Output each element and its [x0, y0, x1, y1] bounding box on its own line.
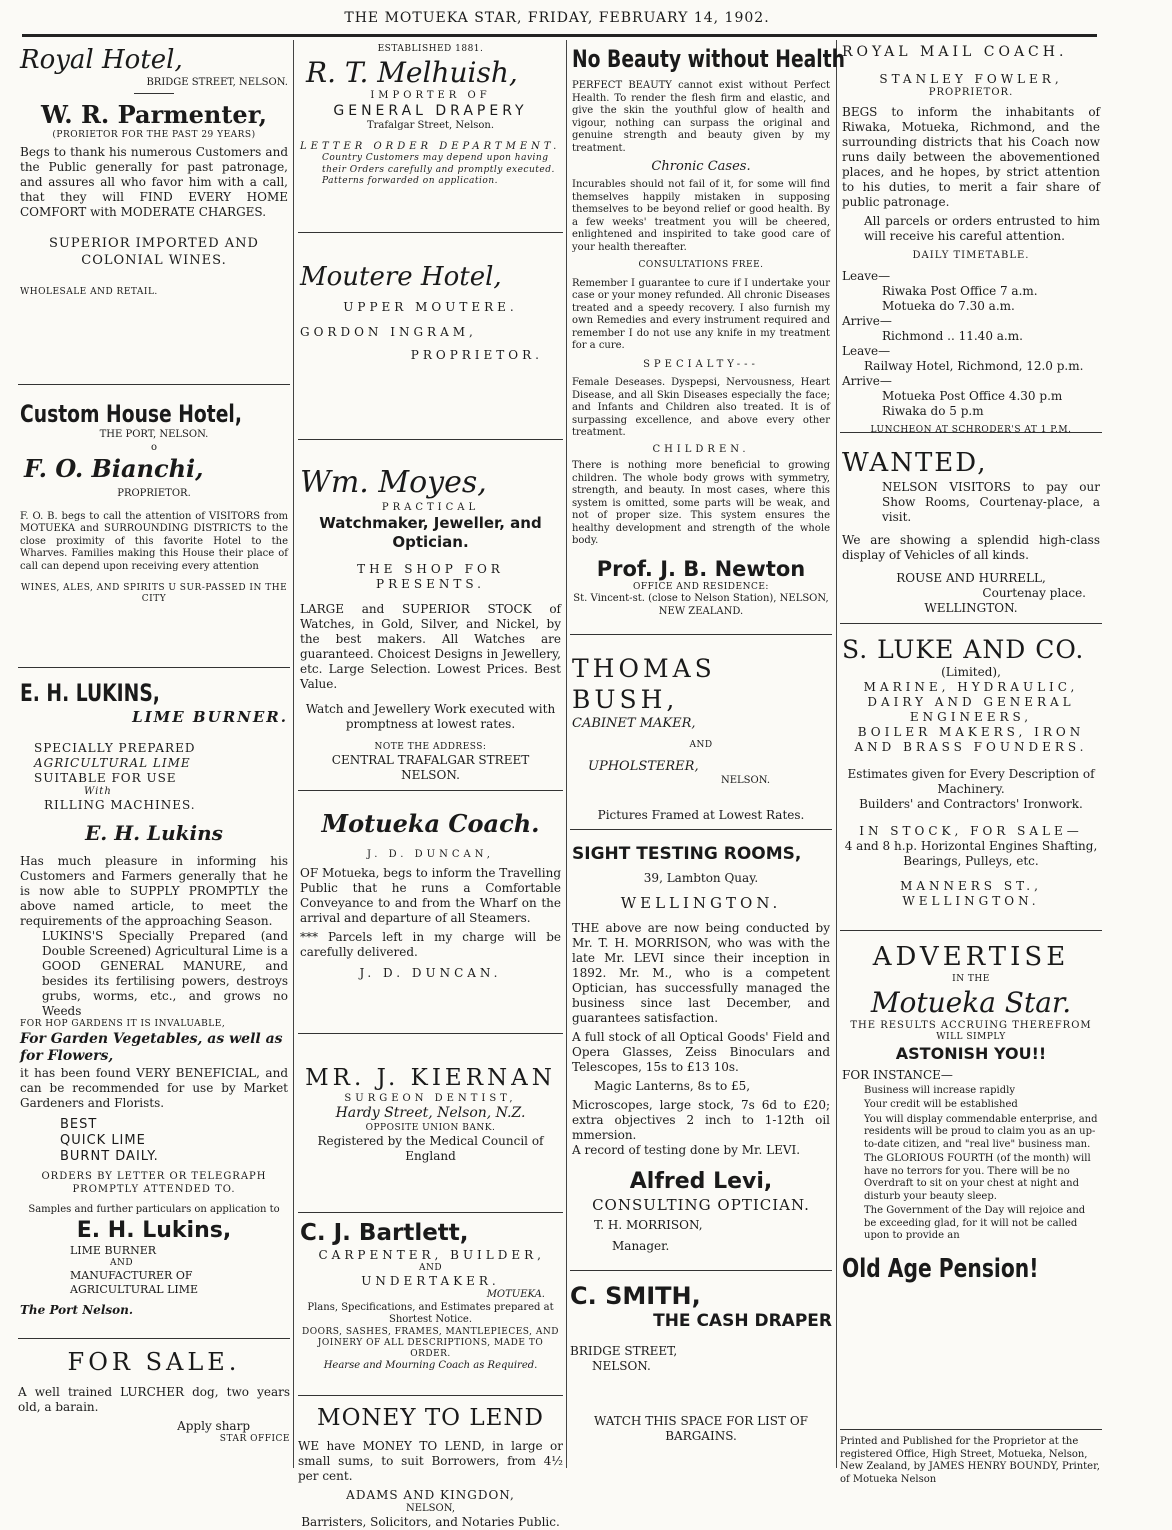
ad-in: IN THE — [952, 973, 990, 984]
ad-role: PROPRIETOR. — [928, 86, 1014, 98]
ad-stock: A full stock of all Optical Goods' Field and Opera Glasses, Zeiss Binoculars and Telescopes, 15s to £13 10s. — [572, 1030, 830, 1074]
ad-roles: Barristers, Solicitors, and Notaries Public. — [301, 1515, 560, 1530]
ad-title: MONEY TO LEND — [317, 1405, 544, 1431]
ad-body: WE have MONEY TO LEND, in large or small sums, to suit Borrowers, from 4½ per cent. — [298, 1438, 563, 1483]
ad-instance: FOR INSTANCE— — [842, 1067, 953, 1082]
ad-body: Remember I guarantee to cure if I undertake your case or your money refunded. All chronic Diseases treated and a speedy recovery. I also furnish my own Remedies and every instrument required and remember I do not use any knife in my treatment for a cure. — [572, 277, 830, 351]
ad-address: BRIDGE STREET, NELSON. — [146, 76, 288, 88]
ad-paper: Motueka Star. — [870, 985, 1072, 1019]
ad-parcels: *** Parcels left in my charge will be carefully delivered. — [300, 929, 561, 959]
column-4 — [840, 40, 1102, 1485]
ad-consult: CONSULTATIONS FREE. — [638, 260, 764, 271]
royal-hotel-ad — [18, 40, 290, 385]
ad-best — [60, 1117, 288, 1166]
ad-role: PROPRIETOR. — [117, 488, 191, 499]
money-ad — [298, 1396, 563, 1530]
ad-body2: We are showing a splendid high-class display of Vehicles of all kinds. — [842, 532, 1100, 562]
ad-l2: BOILER MAKERS, IRON AND BRASS FOUNDERS. — [854, 725, 1088, 755]
column-divider — [836, 40, 837, 1468]
imprint: Printed and Published for the Proprietor at the registered Office, High Street, Motueka, Nelson, New Zealand, by JAMES HENRY BOUNDY, Printer, of Motueka Nelson — [840, 1436, 1100, 1485]
ad-will: WILL SIMPLY — [936, 1032, 1006, 1043]
royal-mail-coach-ad — [840, 40, 1102, 433]
ad-l3: UNDERTAKER. — [361, 1274, 500, 1288]
custom-house-ad: Custom House Hotel, THE PORT, NELSON. o F. O. Bianchi, PROPRIETOR. F. O. B. begs to call the attention of VISITORS from MOTUEKA and SURROUNDING DISTRICTS to the close proximity of this favorite Hotel to the Wharves. Families making this House their place of call can depend upon receiving every attention WINES, ALES, AND SPIRITS U SUR-PASSED IN THE CITY — [18, 385, 290, 668]
smith-ad — [570, 1271, 832, 1444]
ad-l1: MARINE, HYDRAULIC, DAIRY AND GENERAL ENGINEERS, — [863, 680, 1079, 725]
ad-role: SURGEON DENTIST, — [344, 1092, 517, 1104]
ad-mgr2: Manager. — [612, 1239, 670, 1254]
ad-importer: IMPORTER OF — [370, 90, 491, 102]
ad-line: BEST — [60, 1116, 98, 1132]
ad-role: CONSULTING OPTICIAN. — [592, 1195, 810, 1214]
ad-title: Wm. Moyes, — [300, 465, 487, 500]
melhuish-ad — [298, 40, 563, 233]
ad-list — [34, 741, 288, 814]
ad-parcels: All parcels or orders entrusted to him will receive his careful attention. — [864, 214, 1100, 243]
ad-line: You will display commendable enterprise, and residents will be proud to claim you as an up-to-date citizen, and "real live" business man. — [864, 1113, 1098, 1150]
ad-name: GORDON INGRAM, — [300, 324, 477, 339]
ad-list — [842, 1085, 1100, 1243]
ad-orders: ORDERS BY LETTER OR TELEGRAPH PROMPTLY ATTENDED TO. — [41, 1171, 267, 1195]
ad-addr1: CENTRAL TRAFALGAR STREET — [331, 752, 530, 767]
ad-line: Your credit will be established — [864, 1099, 1018, 1110]
ad-title: C. J. Bartlett, — [300, 1220, 469, 1246]
ad-body: PERFECT BEAUTY cannot exist without Perfect Health. To render the flesh firm and elastic, and give the skin the youthful glow of health and vigour, nothing can surpass the original and genuine strength and beauty given by my treatment. — [572, 80, 830, 154]
ad-line: BURNT DAILY. — [60, 1149, 159, 1164]
moutere-ad — [298, 233, 563, 440]
luke-ad — [840, 624, 1102, 931]
ad-watch: WATCH THIS SPACE FOR LIST OF BARGAINS. — [594, 1414, 808, 1444]
timetable-row: Railway Hotel, Richmond, 12.0 p.m. — [864, 358, 1084, 373]
ad-address: THE PORT, NELSON. — [99, 429, 209, 440]
ad-title: R. T. Melhuish, — [306, 56, 518, 90]
ad-line: SPECIALLY PREPARED — [34, 740, 196, 755]
ad-note: NOTE THE ADDRESS: — [374, 741, 487, 752]
ad-title: E. H. LUKINS, — [20, 679, 160, 707]
proprietor-name: W. R. Parmenter, — [41, 100, 267, 129]
ad-micro: Microscopes, large stock, 7s 6d to £20; extra objectives 2 inch to 1-12th oil mmersion. — [572, 1098, 830, 1142]
ad-line: AND — [110, 1258, 134, 1268]
ad-title: S. LUKE AND CO. — [842, 635, 1085, 664]
column-3 — [570, 40, 845, 1468]
ad-addr: MANNERS ST., WELLINGTON. — [900, 879, 1042, 909]
wanted-ad — [840, 433, 1102, 624]
ad-body: LARGE and SUPERIOR STOCK of Watches, in Gold, Silver, and Nickel, by the best makers. All Watches are guaranteed. Choicest Designs in Jewellery, etc. Large Selection. Lowest Prices. Best Value. — [300, 601, 561, 691]
ad-name: Alfred Levi, — [629, 1169, 773, 1194]
timetable — [842, 269, 1100, 419]
timetable-row: Motueka Post Office 4.30 p.m — [882, 388, 1063, 403]
column-2 — [298, 40, 563, 1530]
lukins-ad — [18, 668, 290, 1339]
ad-line: SUITABLE FOR USE — [34, 770, 177, 785]
ad-builders: Builders' and Contractors' Ironwork. — [859, 797, 1083, 812]
masthead: THE MOTUEKA STAR, FRIDAY, FEBRUARY 14, 1902. — [344, 10, 770, 26]
ad-apply: Apply sharp — [177, 1419, 250, 1433]
ad-pension: Old Age Pension! — [842, 1253, 1039, 1284]
ad-samples: Samples and further particulars on application to — [28, 1204, 280, 1216]
timetable-row: Motueka do 7.30 a.m. — [882, 298, 1015, 313]
ad-title: THOMAS BUSH, — [572, 654, 716, 715]
proprietor-name: F. O. Bianchi, — [24, 454, 204, 483]
ad-line: RILLING MACHINES. — [44, 798, 196, 813]
ad-subtitle: (PRORIETOR FOR THE PAST 29 YEARS) — [52, 130, 256, 140]
ad-children: CHILDREN. — [652, 443, 750, 455]
ad-name: STANLEY FOWLER, — [879, 71, 1063, 86]
ad-body: Country Customers may depend upon having their Orders carefully and promptly executed. Patterns forwarded on application. — [322, 153, 555, 186]
ad-dept: LETTER ORDER DEPARTMENT. — [300, 140, 561, 152]
ad-lunch: LUNCHEON AT SCHRODER'S AT 1 P.M. — [870, 424, 1072, 435]
ad-l1: CABINET MAKER, — [572, 715, 696, 731]
ad-line: Business will increase rapidly — [864, 1084, 1015, 1096]
ad-body: Plans, Specifications, and Estimates prepared at Shortest Notice. — [307, 1301, 554, 1325]
ad-line: AGRICULTURAL LIME — [34, 755, 191, 770]
ad-title: Moutere Hotel, — [300, 262, 502, 292]
ad-shop: THE SHOP FOR PRESENTS. — [357, 561, 504, 591]
ad-body: Female Deseases. Dyspepsi, Nervousness, Heart Disease, and all Skin Diseases especially the face; and Infants and Children also treated. It is of surpassing excellence, and above every other treatment. — [572, 377, 830, 438]
ad-l4: NELSON. — [720, 775, 770, 787]
ad-body: Has much pleasure in informing his Customers and Farmers generally that he is now able to SUPPLY PROMPTLY the above named article, to meet the requirements of the approaching Season. — [20, 854, 288, 929]
beauty-ad — [570, 40, 845, 635]
ad-sub: THE CASH DRAPER — [653, 1311, 832, 1331]
ad-line: The Government of the Day will rejoice and be exceeding glad, for it will not be called upon to provide an — [864, 1205, 1086, 1241]
ad-city: WELLINGTON. — [620, 894, 782, 913]
ad-body: NELSON VISITORS to pay our Show Rooms, Courtenay-place, a visit. — [882, 479, 1100, 524]
motueka-coach-ad — [298, 791, 563, 1034]
ad-trade: Watchmaker, Jeweller, and Optician. — [319, 514, 542, 551]
ad-role: PROPRIETOR. — [410, 347, 543, 362]
ad-title: Custom House Hotel, — [20, 400, 242, 428]
timetable-label: Arrive— — [842, 313, 892, 328]
ad-addr: St. Vincent-st. (close to Nelson Station), NELSON, NEW ZEALAND. — [573, 593, 829, 617]
ad-chronic: Chronic Cases. — [651, 159, 751, 174]
ad-town: NELSON, — [405, 1502, 456, 1514]
column-1 — [18, 40, 290, 1468]
ad-spirits: WINES, ALES, AND SPIRITS U SUR-PASSED IN THE CITY — [20, 583, 288, 605]
ad-doors: DOORS, SASHES, FRAMES, MANTLEPIECES, AND JOINERY OF ALL DESCRIPTIONS, MADE TO ORDER. — [302, 1326, 559, 1359]
timetable-row: Riwaka Post Office 7 a.m. — [882, 283, 1038, 298]
ad-list — [70, 1244, 288, 1297]
ad-name: J. D. DUNCAN, — [367, 849, 494, 860]
timetable-label: Arrive— — [842, 373, 892, 388]
ad-addr: 39, Lambton Quay. — [643, 871, 759, 886]
ad-firm: ROUSE AND HURRELL, — [896, 570, 1046, 585]
ad-title: FOR SALE. — [67, 1348, 241, 1376]
ad-line: LIME BURNER — [70, 1244, 157, 1258]
ad-body: For Garden Vegetables, as well as for Flowers, — [20, 1030, 283, 1064]
ad-l4: MOTUEKA. — [486, 1289, 545, 1300]
ad-body: Begs to thank his numerous Customers and the Public generally for past patronage, and assures all who favor him with a call, that they will FIND EVERY HOME COMFORT with MODERATE CHARGES. — [20, 145, 288, 220]
ad-reg: Registered by the Medical Council of England — [317, 1134, 544, 1163]
ad-body: A well trained LURCHER dog, two years old, a barain. — [18, 1385, 290, 1414]
timetable-label: Leave— — [842, 268, 891, 283]
ad-ltd: (Limited), — [941, 665, 1001, 680]
ad-title: Motueka Coach. — [321, 809, 540, 838]
for-sale-ad — [18, 1339, 290, 1445]
ad-addr2: NELSON. — [592, 1359, 651, 1374]
ad-est: ESTABLISHED 1881. — [377, 44, 484, 54]
ad-port: The Port Nelson. — [20, 1302, 134, 1317]
ad-line: AGRICULTURAL LIME — [70, 1283, 199, 1296]
bush-ad — [570, 635, 832, 830]
sight-testing-ad — [570, 830, 832, 1271]
ad-street: Trafalgar Street, Nelson. — [366, 120, 495, 132]
moyes-ad — [298, 440, 563, 791]
ad-l2: AND — [689, 739, 713, 750]
ad-addr1: BRIDGE STREET, — [570, 1344, 678, 1359]
ad-addr2: NELSON. — [401, 767, 460, 782]
ad-results: THE RESULTS ACCRUING THEREFROM — [850, 1019, 1092, 1031]
column-divider — [566, 40, 567, 1468]
ad-title: Royal Hotel, — [20, 45, 183, 75]
ad-title: No Beauty without Health — [572, 45, 845, 73]
ad-l3: UPHOLSTERER, — [588, 759, 699, 774]
ad-body: it has been found VERY BENEFICIAL, and can be recommended for use by Market Gardeners and Florists. — [20, 1065, 288, 1110]
ad-office: OFFICE AND RESIDENCE: — [633, 581, 769, 592]
ad-line: The GLORIOUS FOURTH (of the month) will have no terrors for you. There will be no Overdraft to sit on your chest at night and disturb your beauty sleep. — [864, 1153, 1091, 1202]
ad-subtitle: LIME BURNER. — [132, 708, 288, 726]
ad-title: SIGHT TESTING ROOMS, — [572, 844, 802, 864]
ad-astonish: ASTONISH YOU!! — [895, 1043, 1047, 1063]
ad-opp: OPPOSITE UNION BANK. — [365, 1122, 496, 1133]
ad-title: MR. J. KIERNAN — [305, 1065, 556, 1091]
ad-practical: PRACTICAL — [381, 501, 480, 513]
timetable-row: Richmond .. 11.40 a.m. — [882, 328, 1023, 343]
ad-line: QUICK LIME — [60, 1132, 146, 1148]
timetable-label: Leave— — [842, 343, 891, 358]
ad-lanterns: Magic Lanterns, 8s to £5, — [594, 1079, 751, 1093]
ad-stock: IN STOCK, FOR SALE— — [859, 824, 1083, 839]
ad-record: A record of testing done by Mr. LEVI. — [572, 1143, 801, 1157]
ad-office: STAR OFFICE — [219, 1434, 290, 1444]
ad-body: BEGS to inform the inhabitants of Riwaka, Motueka, Richmond, and the surrounding districts that his Coach now runs daily between the abovementioned places, and he hopes, by strict attention to his duties, to merit a fair share of public patronage. — [842, 105, 1100, 209]
ad-signature: J. D. DUNCAN. — [359, 965, 502, 980]
ad-body: OF Motueka, begs to inform the Travelling Public that he runs a Comfortable Conveyance to and from the Wharf on the arrival and departure of all Steamers. — [300, 865, 561, 925]
ad-name: Prof. J. B. Newton — [596, 556, 806, 581]
ad-specialty: SPECIALTY--- — [643, 358, 759, 370]
ad-signature: E. H. Lukins — [85, 821, 223, 846]
ad-body: THE above are now being conducted by Mr. T. H. MORRISON, who was with the late Mr. LEVI since their inception in 1892. Mr. M., who is a competent Optician, has successfully managed the business since last December, and guarantees satisfaction. — [572, 921, 830, 1025]
kiernan-ad — [298, 1034, 563, 1213]
ad-line: MANUFACTURER OF — [70, 1269, 193, 1283]
ad-engines: 4 and 8 h.p. Horizontal Engines Shafting, Bearings, Pulleys, etc. — [844, 839, 1098, 869]
ad-place: Courtenay place. — [982, 585, 1086, 600]
ad-line: With — [84, 785, 112, 797]
ad-body: LUKINS'S Specially Prepared (and Double Screened) Agricultural Lime is a GOOD GENERAL MANURE, and besides its fertilising powers, destroys grubs, worms, etc., and grows no Weeds — [42, 929, 288, 1019]
ad-l2: AND — [418, 1262, 443, 1273]
masthead-rule — [22, 34, 1097, 37]
timetable-row: Riwaka do 5 p.m — [882, 403, 984, 418]
ad-title: C. SMITH, — [570, 1282, 701, 1310]
ad-body: F. O. B. begs to call the attention of VISITORS from MOTUEKA and SURROUNDING DISTRICTS to the close proximity of this favorite Hotel to the Wharves. Families making this House their place of call can depend upon receiving every attention — [20, 510, 288, 572]
column-divider — [293, 40, 294, 1468]
ad-city: WELLINGTON. — [924, 600, 1018, 615]
ad-body: FOR HOP GARDENS IT IS INVALUABLE, — [20, 1019, 226, 1030]
ad-signature: E. H. Lukins, — [76, 1217, 232, 1243]
ad-hearse: Hearse and Mourning Coach as Required. — [323, 1360, 538, 1372]
bartlett-ad — [298, 1213, 563, 1396]
ad-est: Estimates given for Every Description of Machinery. — [847, 767, 1095, 797]
ad-body: There is nothing more beneficial to growing children. The whole body grows with symmetry, strength, and beauty. In most cases, where this system is omitted, some parts will be weak, and not of proper size. This system ensures the healthy development and strength of the whole body. — [572, 460, 830, 546]
ad-addr: Hardy Street, Nelson, N.Z. — [335, 1105, 526, 1122]
ad-title: ROYAL MAIL COACH. — [842, 44, 1068, 60]
ad-body: Incurables should not fail of it, for some will find themselves happily mistaken in supposing themselves to be beyond relief or good health. By a few weeks' treatment you will be cheered, enlightened and inspirited to take good care of your health thereafter. — [572, 179, 830, 253]
ad-wholesale: WHOLESALE AND RETAIL. — [20, 286, 158, 297]
ad-title: WANTED, — [842, 448, 988, 478]
ad-pictures: Pictures Framed at Lowest Rates. — [597, 807, 805, 822]
ad-l1: CARPENTER, BUILDER, — [318, 1247, 545, 1262]
ad-firm: ADAMS AND KINGDON, — [346, 1487, 515, 1502]
advertise-ad — [840, 931, 1102, 1430]
ad-work: Watch and Jewellery Work executed with promptness at lowest rates. — [305, 701, 556, 731]
ad-wines: SUPERIOR IMPORTED AND COLONIAL WINES. — [49, 236, 259, 268]
ad-timetable: DAILY TIMETABLE. — [912, 250, 1030, 261]
ad-upper: UPPER MOUTERE. — [343, 299, 518, 314]
ad-title: ADVERTISE — [872, 942, 1070, 972]
ad-mgr: T. H. MORRISON, — [594, 1218, 703, 1233]
ad-drapery: GENERAL DRAPERY — [333, 102, 528, 119]
